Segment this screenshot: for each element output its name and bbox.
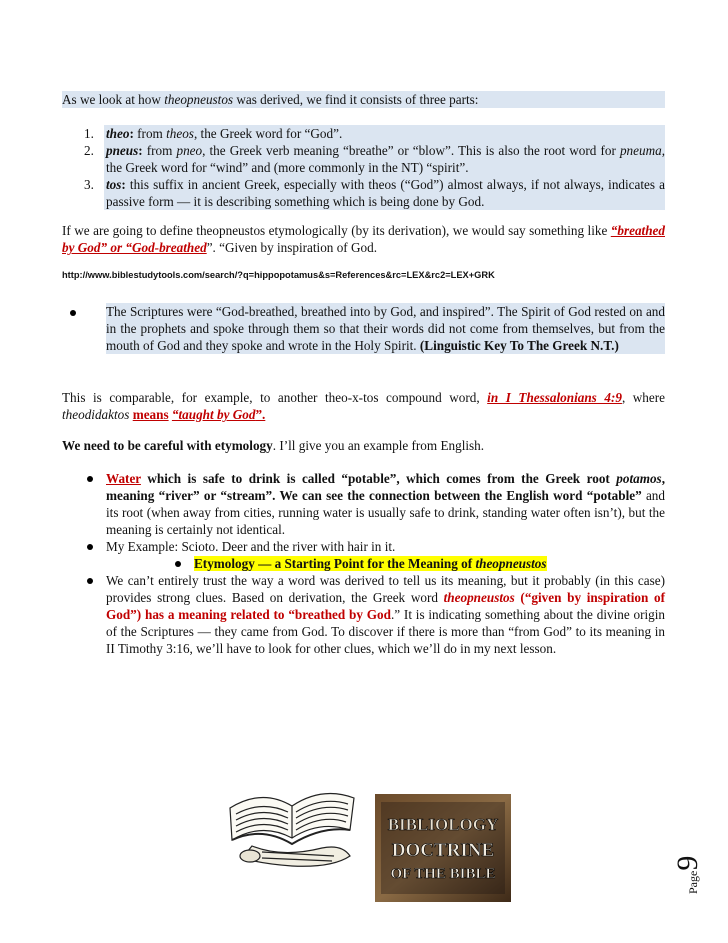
example-list xyxy=(106,470,665,657)
word-part-item: 3. tos: this suffix in ancient Greek, especially with theos (“God”) almost always, if not always, indicates a passive form — it is describing something which is being done by God. xyxy=(84,177,665,209)
intro-term: theopneustos xyxy=(164,92,234,107)
intro-paragraph xyxy=(62,91,665,108)
svg-text:OF THE BIBLE: OF THE BIBLE xyxy=(390,866,496,882)
open-bible-illustration-icon xyxy=(222,768,360,876)
bullet-dot-icon xyxy=(87,476,93,482)
list-item-water: Water which is safe to drink is called “potable”, which comes from the Greek root potamos, meaning “river” or “stream”. We can see the connection between the English word “potable” and its root (when away from cities, running water is usually safe to drink, standing water often isn’t), but the meaning is certainly not identical. xyxy=(106,470,665,538)
list-item-trust: We can’t entirely trust the way a word was derived to tell us its meaning, but it probably (in this case) provides strong clues. Based on derivation, the Greek word theopneustos (“given by inspiration of God”) has a meaning related to “breathed by God.” It is indicating something about the divine origin of the Scriptures — they came from God. To discover if there is more than “from God” to its meaning in II Timothy 3:16, we’ll have to look for other clues, which we’ll do in my next lesson. xyxy=(106,572,665,657)
quote-bullet xyxy=(106,303,665,354)
list-number: 2. xyxy=(84,143,94,158)
word-part-item: 2. pneus: from pneo, the Greek verb meaning “breathe” or “blow”. This is also the root word for pneuma, the Greek word for “wind” and (more commonly in the NT) “spirit”. xyxy=(84,143,665,175)
bullet-dot-icon xyxy=(87,578,93,584)
careful-paragraph: We need to be careful with etymology. I’ll give you an example from English. xyxy=(62,438,485,453)
page-label: Page xyxy=(686,870,700,894)
list-number: 1. xyxy=(84,126,94,141)
quote-text: The Scriptures were “God-breathed, breathed into by God, and inspired”. The Spirit of God rested on and in the prophets and spoke through them so that their words did not come from themselves, but from the mouth of God and they spoke and wrote in the Holy Spirit. (Linguistic Key To The Greek N.T.) xyxy=(106,304,665,353)
page-number-value: 9 xyxy=(671,855,704,871)
quote-citation: (Linguistic Key To The Greek N.T.) xyxy=(416,338,619,353)
scripture-reference: in I Thessalonians 4:9 xyxy=(487,390,622,405)
careful-heading: We need to be careful with etymology xyxy=(62,438,273,453)
part-term: tos xyxy=(106,177,122,192)
word-part-item: 1. theo: from theos, the Greek word for “God”. xyxy=(84,126,343,141)
svg-text:DOCTRINE: DOCTRINE xyxy=(391,840,495,861)
bullet-dot-icon xyxy=(87,544,93,550)
sub-heading-item xyxy=(106,555,665,572)
source-url[interactable]: http://www.biblestudytools.com/search/?q=hippopotamus&s=References&rc=LEX&rc2=LEX+GRK xyxy=(62,270,495,280)
svg-text:BIBLIOLOGY: BIBLIOLOGY xyxy=(387,815,499,834)
definition-highlight: “breathed by God” or “God-breathed xyxy=(62,223,665,255)
list-item-my-example: My Example: Scioto. Deer and the river with hair in it. xyxy=(106,538,665,555)
part-term: theo xyxy=(106,126,130,141)
bullet-dot-icon xyxy=(70,310,76,316)
part-term: pneus xyxy=(106,143,139,158)
list-number: 3. xyxy=(84,177,94,192)
page-number xyxy=(671,850,719,894)
bullet-dot-icon xyxy=(175,561,181,567)
bibliology-logo-icon xyxy=(375,794,511,902)
word-parts-list xyxy=(84,125,665,210)
definition-paragraph: If we are going to define theopneustos etymologically (by its derivation), we would say something like “breathed by God” or “God-breathed”. “Given by inspiration of God. xyxy=(62,223,665,255)
intro-text: As we look at how xyxy=(62,92,165,107)
compare-paragraph: This is comparable, for example, to another theo-x-tos compound word, in I Thessalonians 4:9, where theodidaktos means “taught by God”. xyxy=(62,390,665,422)
etymology-heading: Etymology — a Starting Point for the Meaning of theopneustos xyxy=(194,556,547,571)
intro-text-end: was derived, we find it consists of three parts: xyxy=(233,92,479,107)
